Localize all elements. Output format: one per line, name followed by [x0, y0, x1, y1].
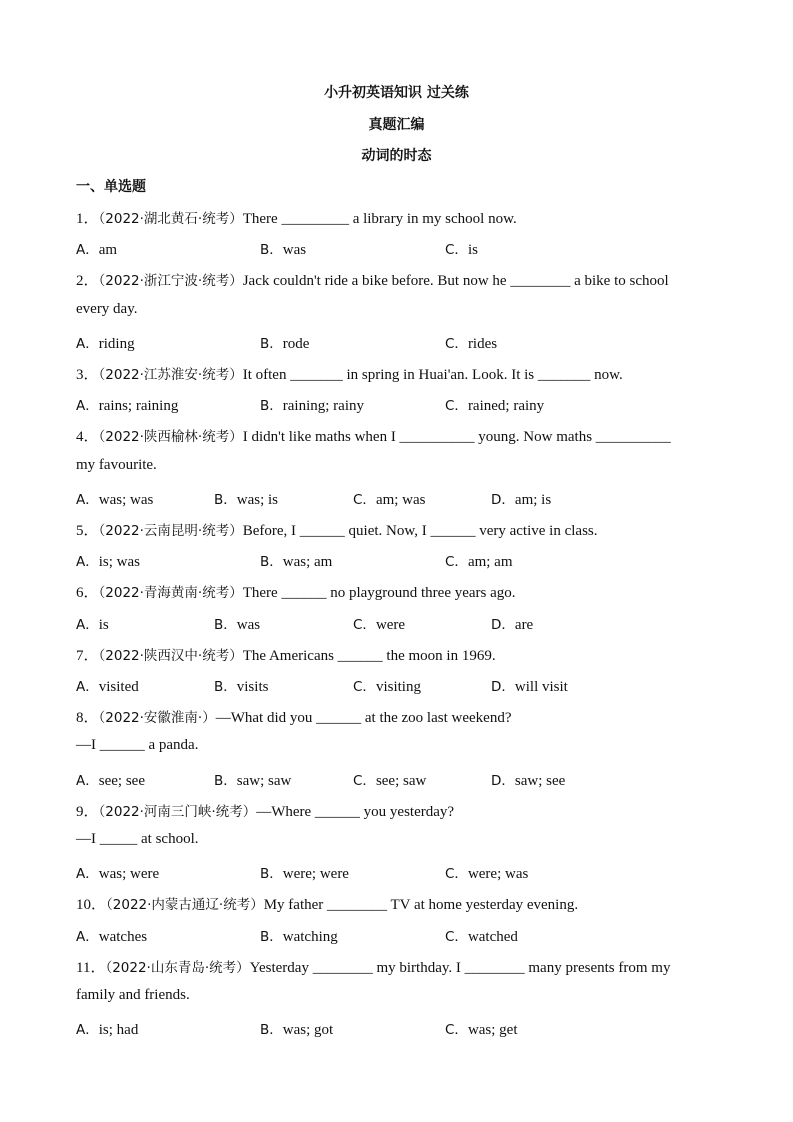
option-text: was	[236, 616, 261, 633]
question-text: Before, I ______ quiet. Now, I ______ very active in class.	[242, 523, 598, 539]
option-letter: C．	[445, 398, 468, 415]
question-stem	[76, 800, 454, 821]
option-text: is; had	[98, 1022, 139, 1039]
topic-title: 动词的时态	[361, 148, 432, 164]
question-text-continued: —I _____ at school.	[76, 831, 199, 847]
question-source: （2022·陕西汉中·统考）	[98, 647, 243, 664]
option-text: were; was	[467, 866, 529, 883]
question-source: （2022·云南昆明·统考）	[98, 523, 243, 539]
option-text: am	[98, 242, 118, 259]
option-letter: C．	[353, 491, 376, 508]
option-letter: B．	[214, 616, 237, 633]
answer-option[interactable]	[260, 394, 364, 415]
question-source: （2022·安徽淮南·）	[98, 710, 216, 727]
question-text: My father ________ TV at home yesterday evening.	[263, 897, 579, 914]
answer-option[interactable]	[214, 769, 291, 790]
question-text: —What did you ______ at the zoo last weekend?	[215, 710, 512, 727]
answer-option[interactable]	[491, 488, 551, 509]
option-letter: B．	[214, 491, 237, 508]
option-text: saw; see	[514, 772, 566, 789]
option-letter: C．	[353, 772, 376, 789]
option-text: visits	[236, 679, 269, 695]
option-text: were	[375, 616, 406, 633]
option-text: watching	[282, 928, 338, 945]
question-text: The Americans ______ the moon in 1969.	[242, 647, 496, 664]
answer-option[interactable]	[260, 332, 309, 353]
option-letter: A．	[76, 616, 99, 633]
answer-option[interactable]	[76, 862, 159, 883]
question-number: 10．	[76, 897, 107, 914]
question-source: （2022·河南三门峡·统考）	[98, 803, 257, 820]
option-text: am; was	[375, 491, 426, 508]
option-letter: C．	[445, 335, 468, 352]
option-letter: C．	[445, 928, 468, 945]
answer-option[interactable]	[76, 332, 135, 353]
option-letter: C．	[445, 1022, 468, 1039]
question-text: Yesterday ________ my birthday. I ________ many presents from my	[249, 959, 671, 976]
option-text: will visit	[514, 679, 568, 695]
option-letter: B．	[260, 335, 283, 352]
option-text: watched	[467, 928, 518, 945]
question-number: 4．	[76, 429, 99, 446]
answer-option[interactable]	[491, 675, 568, 696]
answer-option[interactable]	[491, 769, 565, 790]
answer-option[interactable]	[76, 550, 140, 571]
option-letter: A．	[76, 554, 99, 571]
option-letter: B．	[214, 679, 237, 695]
answer-option[interactable]	[260, 238, 306, 259]
question-stem	[76, 893, 578, 914]
option-letter: A．	[76, 866, 99, 883]
option-letter: C．	[445, 242, 468, 259]
option-text: see; see	[98, 772, 145, 789]
option-letter: B．	[260, 866, 283, 883]
question-number: 7．	[76, 647, 99, 664]
option-letter: B．	[260, 242, 283, 259]
question-stem	[76, 207, 517, 228]
option-letter: A．	[76, 491, 99, 508]
question-source: （2022·青海黄南·统考）	[98, 585, 243, 602]
answer-option[interactable]	[445, 925, 518, 946]
answer-option[interactable]	[76, 394, 178, 415]
option-letter: A．	[76, 398, 99, 415]
option-letter: D．	[491, 772, 515, 789]
document-subtitle: 真题汇编	[368, 117, 425, 133]
answer-option[interactable]	[76, 675, 139, 696]
option-letter: C．	[445, 554, 468, 571]
answer-option[interactable]	[491, 613, 533, 634]
answer-option[interactable]	[445, 550, 513, 571]
option-letter: C．	[445, 866, 468, 883]
option-text: was; is	[236, 491, 279, 508]
option-text: watches	[98, 928, 148, 945]
option-letter: D．	[491, 679, 515, 695]
question-text-continued: family and friends.	[76, 987, 190, 1003]
question-stem	[76, 269, 669, 290]
question-number: 9．	[76, 803, 99, 820]
question-number: 2．	[76, 273, 99, 290]
option-text: are	[514, 616, 534, 633]
answer-option[interactable]	[445, 1018, 518, 1039]
option-text: riding	[98, 335, 135, 352]
question-stem	[76, 644, 496, 665]
answer-option[interactable]	[445, 394, 544, 415]
question-number: 1．	[76, 211, 99, 227]
option-letter: B．	[260, 398, 283, 415]
question-text-continued: every day.	[76, 300, 138, 317]
question-text: There ______ no playground three years ago.	[242, 585, 516, 602]
option-text: is	[467, 242, 478, 259]
answer-option[interactable]	[214, 675, 268, 696]
option-text: saw; saw	[236, 772, 292, 789]
question-number: 6．	[76, 585, 99, 602]
question-source: （2022·内蒙古通辽·统考）	[106, 897, 264, 914]
option-text: am; is	[514, 491, 552, 508]
answer-option[interactable]	[260, 1018, 333, 1039]
option-text: was; got	[282, 1022, 334, 1039]
question-number: 5．	[76, 523, 99, 539]
option-letter: C．	[353, 679, 376, 695]
answer-option[interactable]	[76, 769, 145, 790]
question-source: （2022·江苏淮安·统考）	[98, 367, 243, 383]
option-letter: A．	[76, 679, 99, 695]
question-text: It often _______ in spring in Huai'an. Look. It is _______ now.	[242, 367, 623, 383]
answer-option[interactable]	[260, 925, 338, 946]
question-stem	[76, 956, 670, 977]
option-text: was; was	[98, 491, 154, 508]
question-stem	[76, 519, 598, 540]
option-text: were; were	[282, 866, 349, 883]
answer-option[interactable]	[353, 675, 421, 696]
answer-option[interactable]	[214, 613, 260, 634]
option-text: was; get	[467, 1022, 518, 1039]
question-text: There _________ a library in my school now.	[242, 211, 517, 227]
answer-option[interactable]	[76, 613, 109, 634]
question-text: Jack couldn't ride a bike before. But now he ________ a bike to school	[242, 273, 669, 290]
option-letter: B．	[214, 772, 237, 789]
question-number: 3．	[76, 367, 99, 383]
option-letter: D．	[491, 491, 515, 508]
option-text: rained; rainy	[467, 398, 545, 415]
document-title: 小升初英语知识 过关练	[324, 85, 469, 101]
answer-option[interactable]	[445, 332, 497, 353]
option-letter: B．	[260, 554, 283, 571]
answer-option[interactable]	[353, 488, 426, 509]
answer-option[interactable]	[260, 550, 332, 571]
question-source: （2022·湖北黄石·统考）	[98, 211, 243, 227]
answer-option[interactable]	[76, 1018, 138, 1039]
option-text: is; was	[98, 554, 140, 571]
answer-option[interactable]	[445, 238, 478, 259]
question-source: （2022·陕西榆林·统考）	[98, 429, 243, 446]
option-letter: B．	[260, 1022, 283, 1039]
option-text: was; were	[98, 866, 160, 883]
question-stem	[76, 363, 623, 384]
question-stem	[76, 581, 516, 602]
answer-option[interactable]	[76, 925, 147, 946]
option-text: am; am	[467, 554, 513, 571]
answer-option[interactable]	[353, 613, 405, 634]
option-text: rides	[467, 335, 498, 352]
option-text: was; am	[282, 554, 333, 571]
option-letter: A．	[76, 1022, 99, 1039]
option-letter: B．	[260, 928, 283, 945]
question-source: （2022·浙江宁波·统考）	[98, 273, 243, 290]
question-text-continued: my favourite.	[76, 456, 157, 473]
option-text: raining; rainy	[282, 398, 364, 415]
answer-option[interactable]	[76, 488, 153, 509]
question-number: 11．	[76, 959, 106, 976]
answer-option[interactable]	[76, 238, 117, 259]
question-stem	[76, 706, 511, 727]
option-text: rode	[282, 335, 310, 352]
question-text: —Where ______ you yesterday?	[256, 803, 455, 820]
question-text-continued: —I ______ a panda.	[76, 737, 199, 754]
answer-option[interactable]	[445, 862, 528, 883]
option-text: visited	[98, 679, 139, 695]
option-text: was	[282, 242, 307, 259]
option-text: rains; raining	[98, 398, 179, 415]
section-heading: 一、单选题	[76, 179, 146, 195]
option-letter: A．	[76, 335, 99, 352]
option-letter: A．	[76, 928, 99, 945]
option-letter: C．	[353, 616, 376, 633]
option-text: see; saw	[375, 772, 427, 789]
answer-option[interactable]	[260, 862, 349, 883]
question-text: I didn't like maths when I __________ young. Now maths __________	[242, 429, 671, 446]
option-text: is	[98, 616, 109, 633]
answer-option[interactable]	[214, 488, 278, 509]
option-letter: A．	[76, 242, 99, 259]
option-text: visiting	[375, 679, 421, 695]
option-letter: D．	[491, 616, 515, 633]
question-source: （2022·山东青岛·统考）	[105, 959, 250, 976]
option-letter: A．	[76, 772, 99, 789]
answer-option[interactable]	[353, 769, 426, 790]
question-stem	[76, 425, 671, 446]
question-number: 8．	[76, 710, 99, 727]
